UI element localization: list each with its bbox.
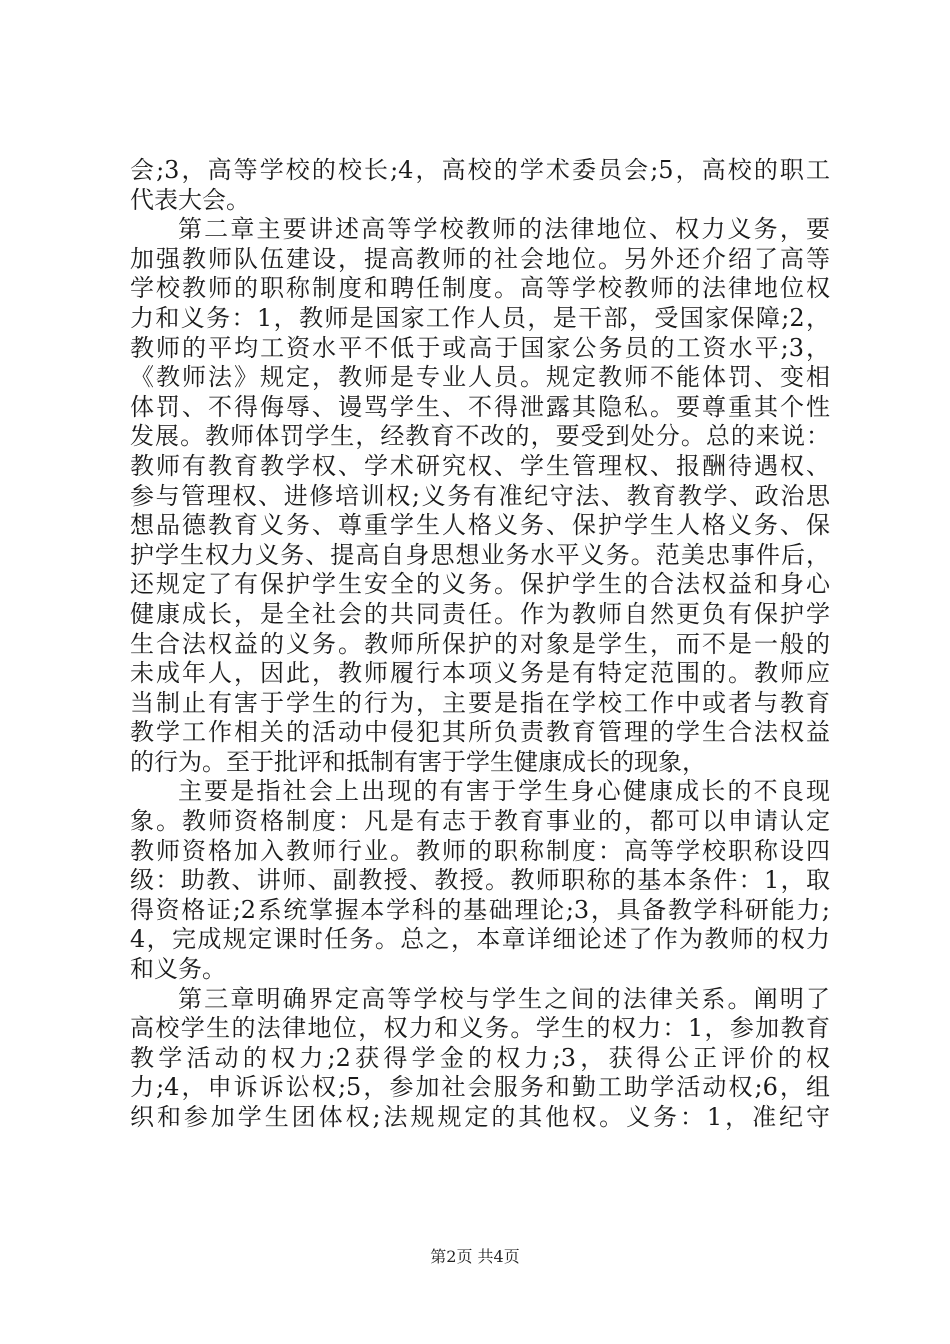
text-line: 教师的平均工资水平不低于或高于国家公务员的工资水平;3，	[130, 333, 830, 362]
text-line: 健康成长，是全社会的共同责任。作为教师自然更负有保护学	[130, 599, 830, 628]
text-line: 象。教师资格制度：凡是有志于教育事业的，都可以申请认定	[130, 807, 830, 836]
text-line: 还规定了有保护学生安全的义务。保护学生的合法权益和身心	[130, 570, 830, 599]
text-line: 的行为。至于批评和抵制有害于学生健康成长的现象，	[130, 747, 706, 776]
text-line: 加强教师队伍建设，提高教师的社会地位。另外还介绍了高等	[130, 244, 830, 273]
text-line: 体罚、不得侮辱、谩骂学生、不得泄露其隐私。要尊重其个性	[130, 392, 830, 421]
text-line: 代表大会。	[130, 185, 250, 214]
text-line: 4，完成规定课时任务。总之，本章详细论述了作为教师的权力	[130, 925, 830, 954]
text-line: 织和参加学生团体权;法规规定的其他权。义务：1，准纪守	[130, 1103, 830, 1131]
text-line: 力和义务：1，教师是国家工作人员，是干部，受国家保障;2，	[130, 303, 830, 332]
text-line: 发展。教师体罚学生，经教育不改的，要受到处分。总的来说：	[130, 422, 830, 451]
text-line: 《教师法》规定，教师是专业人员。规定教师不能体罚、变相	[130, 363, 830, 392]
text-line: 想品德教育义务、尊重学生人格义务、保护学生人格义务、保	[130, 511, 830, 540]
text-line: 得资格证;2系统掌握本学科的基础理论;3，具备教学科研能力;	[130, 895, 830, 924]
text-line: 第二章主要讲述高等学校教师的法律地位、权力义务，要	[178, 215, 830, 244]
text-line: 会;3，高等学校的校长;4，高校的学术委员会;5，高校的职工	[130, 156, 830, 184]
text-line: 未成年人，因此，教师履行本项义务是有特定范围的。教师应	[130, 659, 830, 688]
text-line: 教师资格加入教师行业。教师的职称制度：高等学校职称设四	[130, 836, 830, 865]
text-line: 教师有教育教学权、学术研究权、学生管理权、报酬待遇权、	[130, 451, 830, 480]
text-line: 参与管理权、进修培训权;义务有准纪守法、教育教学、政治思	[130, 481, 830, 510]
text-line: 力;4，申诉诉讼权;5，参加社会服务和勤工助学活动权;6，组	[130, 1073, 830, 1102]
text-line: 当制止有害于学生的行为，主要是指在学校工作中或者与教育	[130, 688, 830, 717]
text-line: 第三章明确界定高等学校与学生之间的法律关系。阐明了	[178, 984, 830, 1013]
text-line: 教学工作相关的活动中侵犯其所负责教育管理的学生合法权益	[130, 718, 830, 747]
text-line: 学校教师的职称制度和聘任制度。高等学校教师的法律地位权	[130, 274, 830, 303]
text-line: 级：助教、讲师、副教授、教授。教师职称的基本条件：1，取	[130, 866, 830, 895]
document-body	[130, 156, 830, 1133]
text-line: 教学活动的权力;2获得学金的权力;3，获得公正评价的权	[130, 1043, 830, 1072]
text-line: 和义务。	[130, 955, 226, 984]
text-line: 高校学生的法律地位，权力和义务。学生的权力：1，参加教育	[130, 1014, 830, 1043]
text-line: 生合法权益的义务。教师所保护的对象是学生，而不是一般的	[130, 629, 830, 658]
text-line: 主要是指社会上出现的有害于学生身心健康成长的不良现	[178, 777, 830, 806]
page-footer: 第2页 共4页	[430, 1247, 520, 1266]
text-line: 护学生权力义务、提高自身思想业务水平义务。范美忠事件后，	[130, 540, 830, 569]
